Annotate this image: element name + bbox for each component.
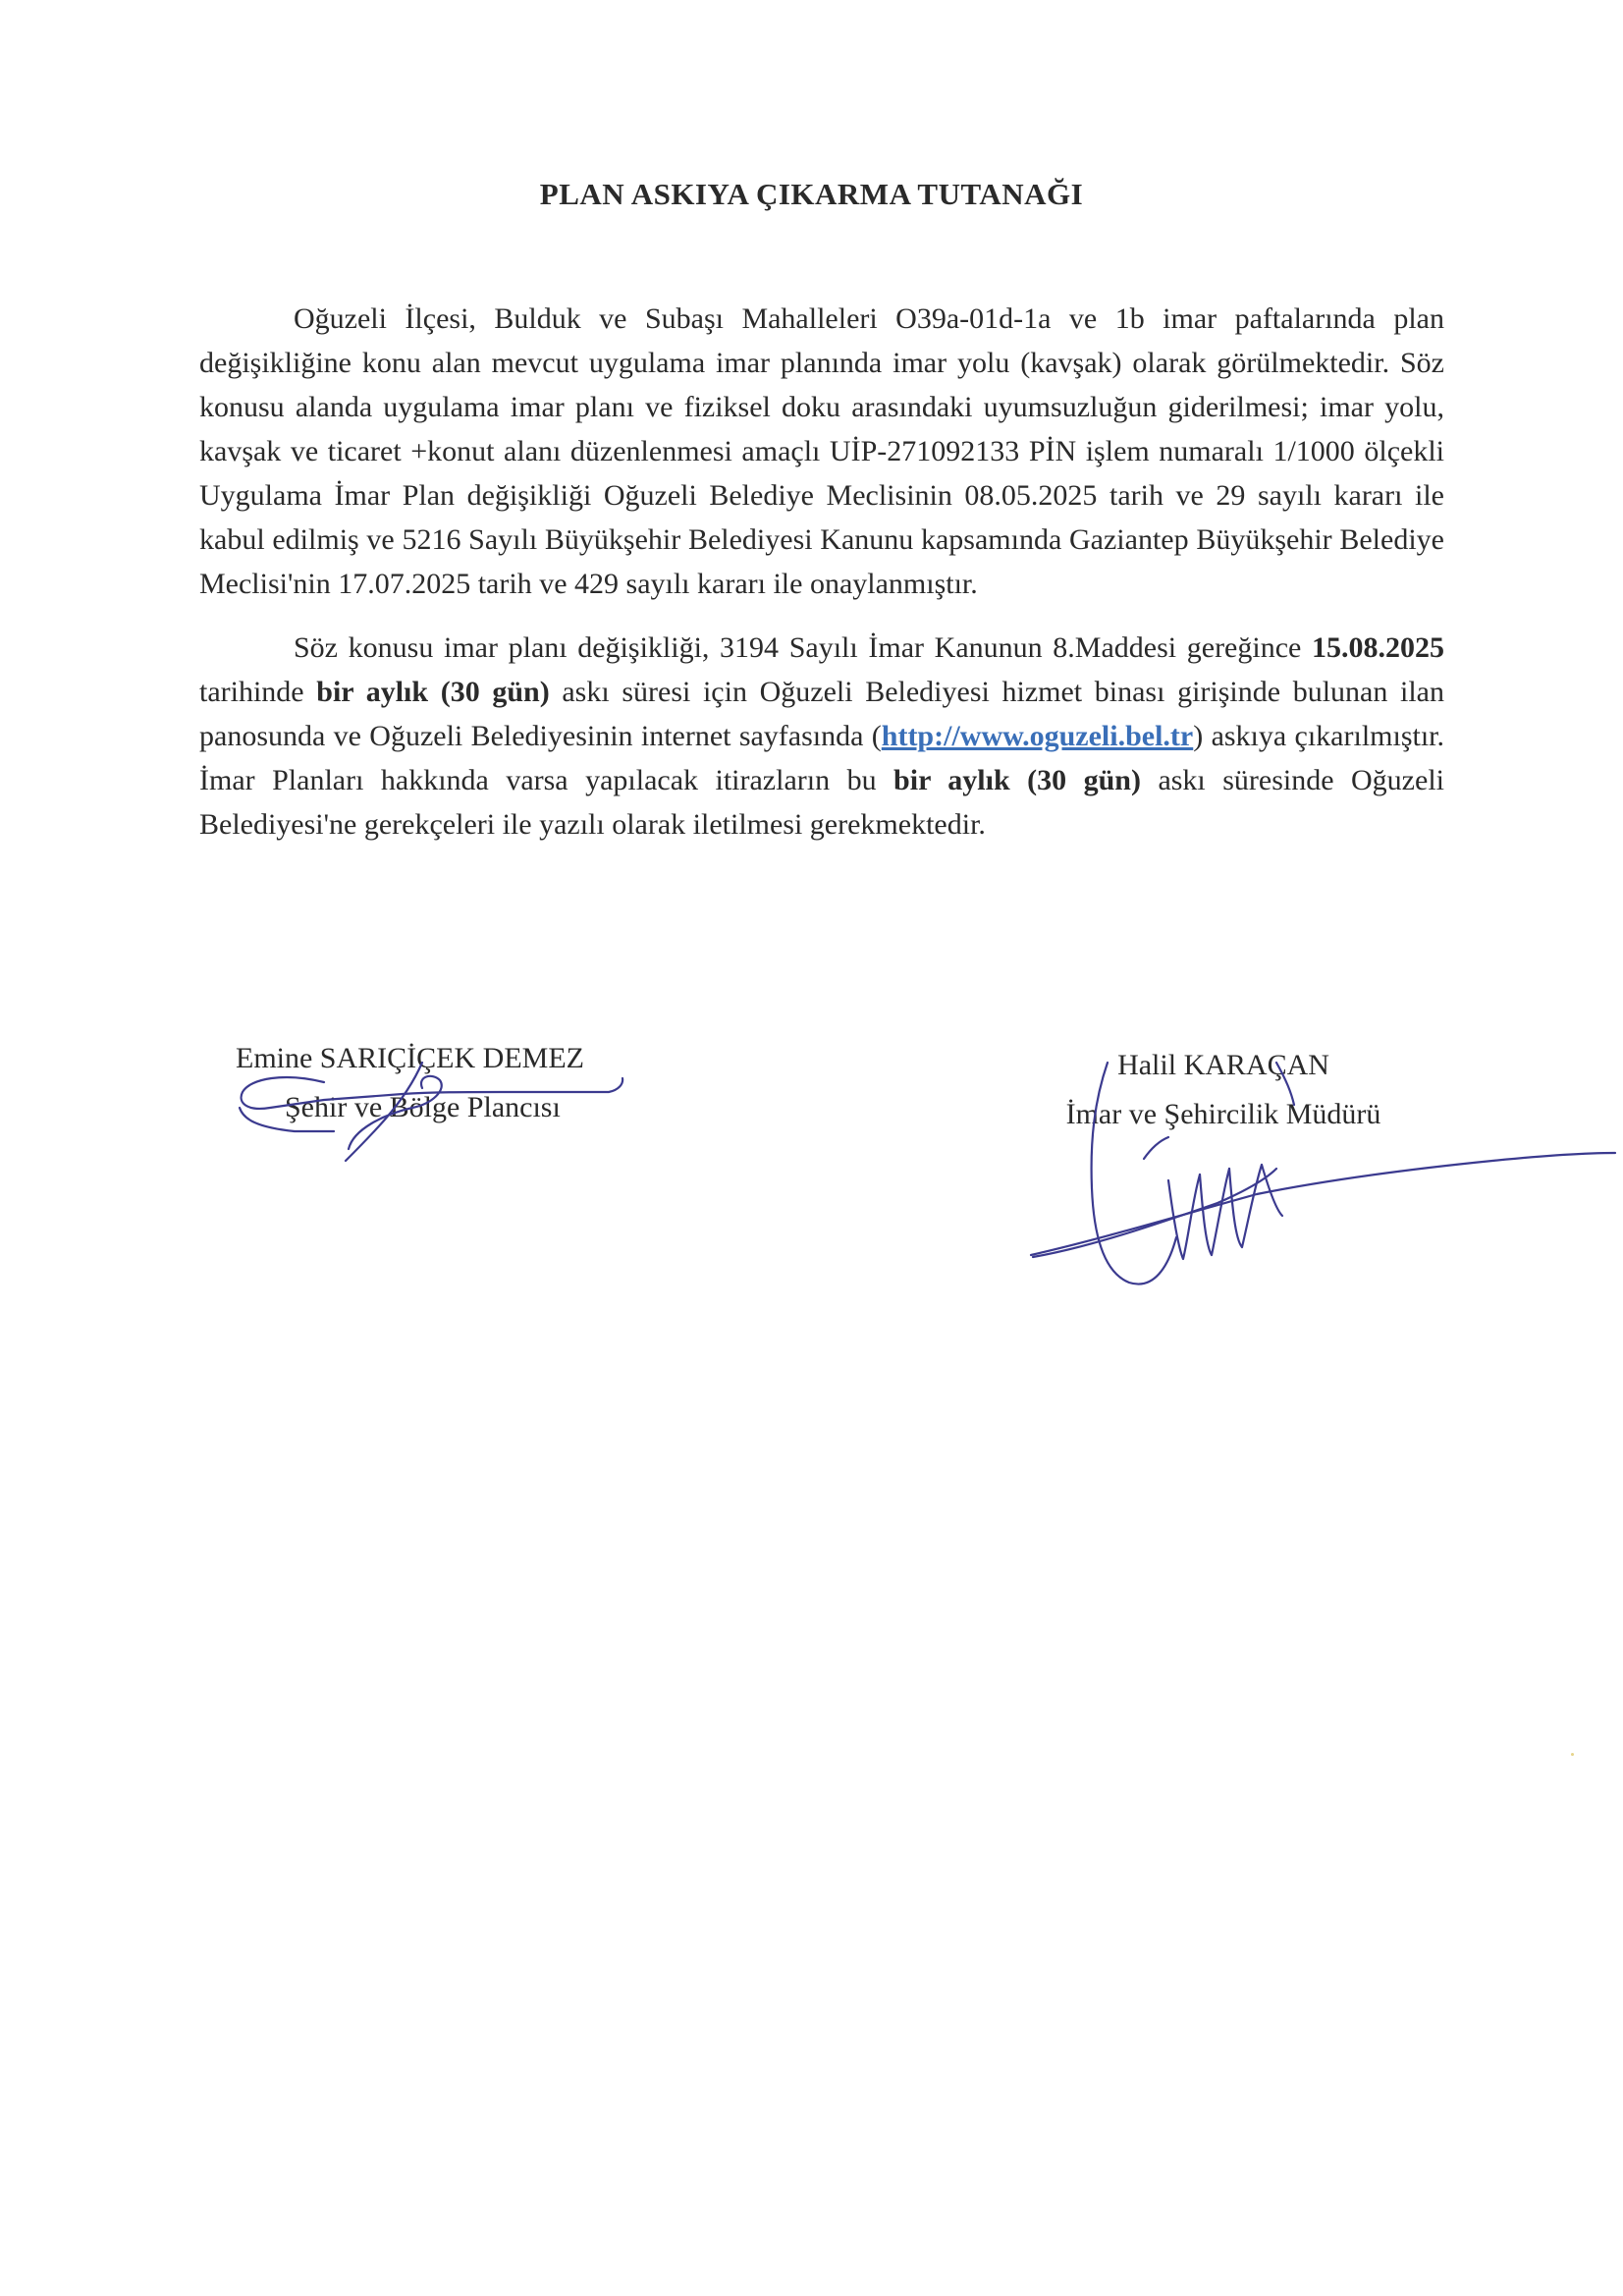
- paragraph-2-text-4: ) askıya çıkarılmıştır. İmar Planları hakkında varsa yapılacak itirazların bu: [199, 720, 1445, 796]
- paragraph-2-text-5: askı süresinde Oğuzeli Belediyesi'ne gerekçeleri ile yazılı olarak iletilmesi gerekmektedir.: [199, 764, 1444, 841]
- paragraph-2-text-2: tarihinde: [199, 676, 317, 708]
- posting-date: 15.08.2025: [1312, 631, 1444, 664]
- paragraph-2: [199, 626, 1444, 847]
- scan-speck: [1571, 1753, 1574, 1756]
- signer-name-left: Emine SARIÇİÇEK DEMEZ: [236, 1042, 584, 1074]
- signature-block-right: [1056, 1041, 1390, 1139]
- paragraph-2-text-3: askı süresi için Oğuzeli Belediyesi hizmet binası girişinde bulunan ilan panosunda ve Oğuzeli Belediyesinin internet sayfasında (: [199, 676, 1444, 752]
- document-title: PLAN ASKIYA ÇIKARMA TUTANAĞI: [539, 177, 1084, 211]
- website-link[interactable]: http://www.oguzeli.bel.tr: [881, 720, 1194, 752]
- paragraph-2-text-1: Söz konusu imar planı değişikliği, 3194 Sayılı İmar Kanunun 8.Maddesi gereğince: [294, 631, 1312, 664]
- objection-duration: bir aylık (30 gün): [893, 764, 1141, 796]
- posting-duration: bir aylık (30 gün): [316, 676, 550, 708]
- signer-role-right: İmar ve Şehircilik Müdürü: [1065, 1098, 1381, 1130]
- paragraph-1: Oğuzeli İlçesi, Bulduk ve Subaşı Mahalleleri O39a-01d-1a ve 1b imar paftalarında plan değişikliğine konu alan mevcut uygulama imar planında imar yolu (kavşak) olarak görülmektedir. Söz konusu alanda uygulama imar planı ve fiziksel doku arasındaki uyumsuzluğun giderilmesi; imar yolu, kavşak ve ticaret +konut alanı düzenlenmesi amaçlı UİP-271092133 PİN işlem numaralı 1/1000 ölçekli Uygulama İmar Plan değişikliği Oğuzeli Belediye Meclisinin 08.05.2025 tarih ve 29 sayılı kararı ile kabul edilmiş ve 5216 Sayılı Büyükşehir Belediyesi Kanunu kapsamında Gaziantep Büyükşehir Belediye Meclisi'nin 17.07.2025 tarih ve 429 sayılı kararı ile onaylanmıştır.: [199, 302, 1444, 600]
- signature-block-left: [236, 1034, 584, 1132]
- signer-role-left: Şehir ve Bölge Plancısı: [285, 1091, 561, 1123]
- document-body: [199, 297, 1444, 866]
- signer-name-right: Halil KARAÇAN: [1117, 1049, 1329, 1081]
